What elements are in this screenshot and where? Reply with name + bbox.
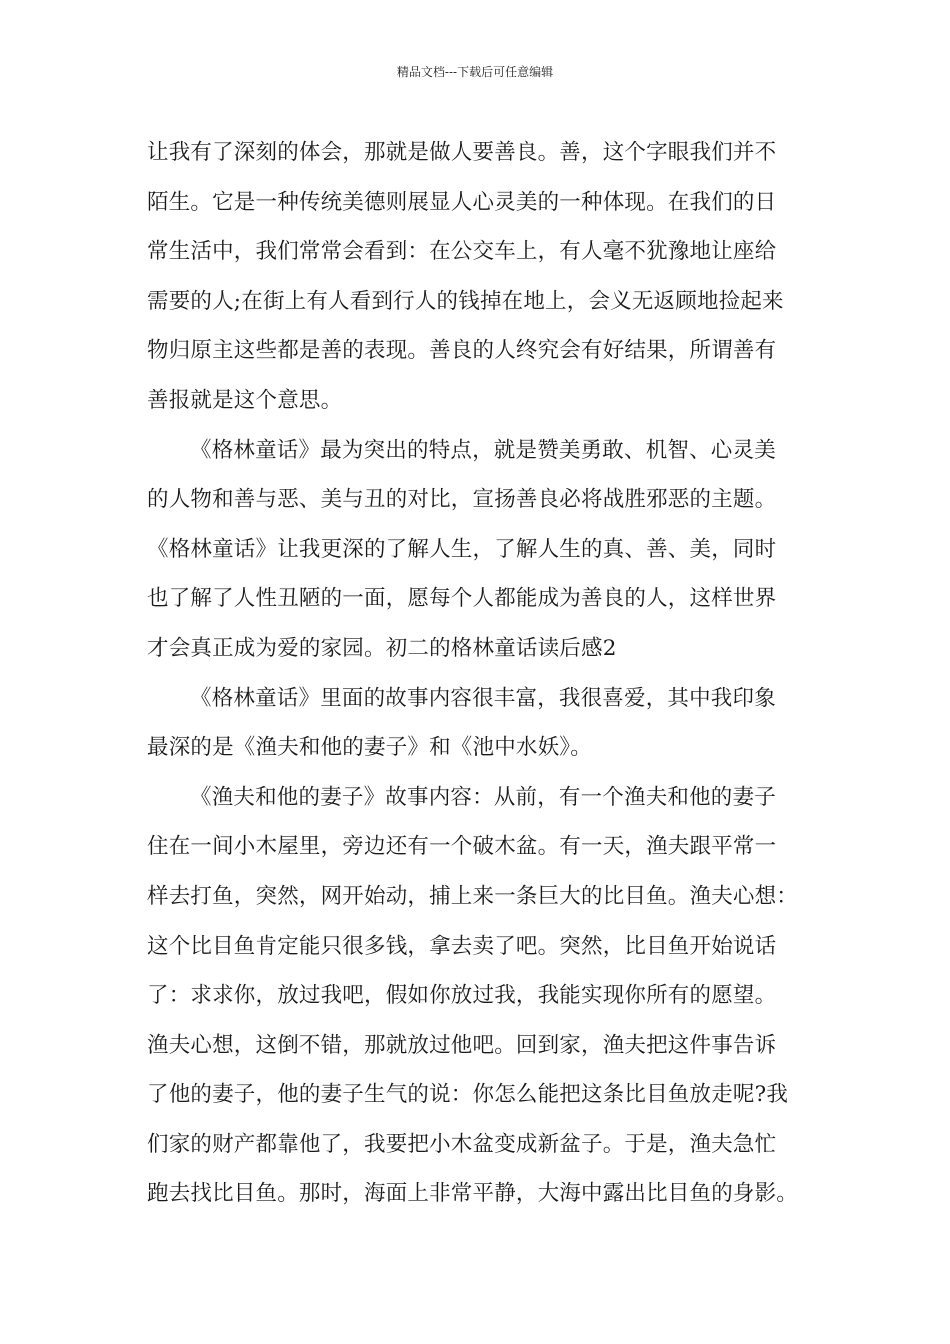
text-line: 最深的是《渔夫和他的妻子》和《池中水妖》。	[147, 735, 592, 761]
text-line: 们家的财产都靠他了，我要把小木盆变成新盆子。于是，渔夫急忙	[147, 1131, 777, 1157]
text-line: 了：求求你，放过我吧，假如你放过我，我能实现你所有的愿望。	[147, 983, 777, 1009]
paragraph-first-line: 《格林童话》里面的故事内容很丰富，我很喜爱，其中我印象	[190, 685, 776, 711]
text-line: 这个比目鱼肯定能只很多钱，拿去卖了吧。突然，比目鱼开始说话	[147, 933, 777, 959]
text-line: 才会真正成为爱的家园。初二的格林童话读后感2	[147, 635, 617, 661]
text-line: 《格林童话》让我更深的了解人生，了解人生的真、善、美，同时	[147, 536, 777, 562]
text-line: 也了解了人性丑陋的一面，愿每个人都能成为善良的人，这样世界	[147, 586, 777, 612]
text-line: 了他的妻子，他的妻子生气的说：你怎么能把这条比目鱼放走呢?我	[147, 1082, 789, 1108]
text-line: 样去打鱼，突然，网开始动，捕上来一条巨大的比目鱼。渔夫心想：	[147, 883, 799, 909]
paragraph-first-line: 《格林童话》最为突出的特点，就是赞美勇敢、机智、心灵美	[190, 437, 776, 463]
text-line: 让我有了深刻的体会，那就是做人要善良。善，这个字眼我们并不	[147, 140, 777, 165]
paragraph-first-line: 《渔夫和他的妻子》故事内容：从前，有一个渔夫和他的妻子	[190, 784, 776, 810]
text-line: 的人物和善与恶、美与丑的对比，宣扬善良必将战胜邪恶的主题。	[147, 487, 777, 513]
text-line: 住在一间小木屋里，旁边还有一个破木盆。有一天，渔夫跟平常一	[147, 834, 777, 860]
text-line: 物归原主这些都是善的表现。善良的人终究会有好结果，所谓善有	[147, 338, 777, 364]
text-line: 善报就是这个意思。	[147, 387, 343, 413]
document-body	[147, 128, 830, 1219]
text-line: 跑去找比目鱼。那时，海面上非常平静，大海中露出比目鱼的身影。	[147, 1181, 799, 1207]
page-header: 精品文档---下载后可任意编辑	[396, 65, 554, 79]
text-line: 需要的人;在街上有人看到行人的钱掉在地上，会义无返顾地捡起来	[147, 288, 784, 314]
text-line: 陌生。它是一种传统美德则展显人心灵美的一种体现。在我们的日	[147, 189, 777, 215]
text-line: 常生活中，我们常常会看到：在公交车上，有人毫不犹豫地让座给	[147, 239, 777, 265]
text-line: 渔夫心想，这倒不错，那就放过他吧。回到家，渔夫把这件事告诉	[147, 1032, 777, 1058]
